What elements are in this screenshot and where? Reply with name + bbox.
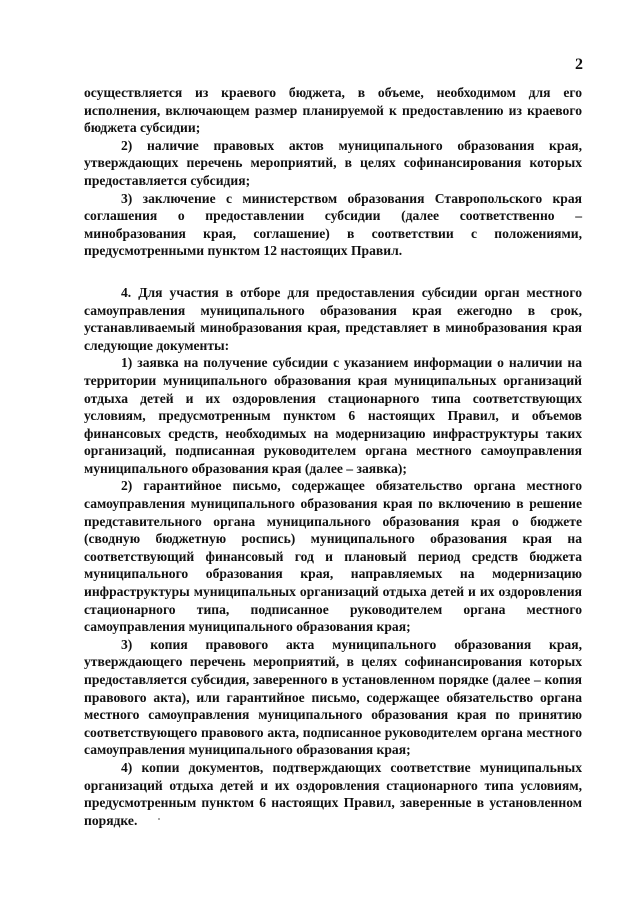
- paragraph-subitem-3: 3) копия правового акта муниципального образования края, утверждающего перечень мероприятий, в целях софинансирования которых предоставляется субсидия, заверенного в установленном порядке (далее – копия правового акта), или гарантийное письмо, содержащее обязательство органа местного самоуправления муниципального образования края по принятию соответствующего правового акта, подписанное руководителем органа местного самоуправления муниципального образования края;: [84, 636, 582, 758]
- scan-speck: [158, 818, 160, 820]
- page-number: 2: [575, 56, 583, 73]
- paragraph-subitem-2: 2) гарантийное письмо, содержащее обязательство органа местного самоуправления муниципального образования края по включению в решение представительного органа муниципального образования края о бюджете (сводную бюджетную роспись) муниципального образования края на соответствующий финансовый год и плановый период средств бюджета муниципального образования края, направляемых на модернизацию инфраструктуры муниципальных организаций отдыха детей и их оздоровления стационарного типа, подписанное руководителем органа местного самоуправления муниципального образования края;: [84, 478, 582, 635]
- paragraph-continuation: осуществляется из краевого бюджета, в объеме, необходимом для его исполнения, включающем размер планируемой к предоставлению из краевого бюджета субсидии;: [84, 85, 582, 136]
- paragraph-item-3: 3) заключение с министерством образования Ставропольского края соглашения о предоставлении субсидии (далее соответственно – минобразования края, соглашение) в соответствии с положениями, предусмотренными пунктом 12 настоящих Правил.: [84, 190, 582, 259]
- paragraph-subitem-4: 4) копии документов, подтверждающих соответствие муниципальных организаций отдыха детей и их оздоровления стационарного типа условиям, предусмотренным пунктом 6 настоящих Правил, заверенные в установленном порядке.: [84, 759, 582, 828]
- paragraph-item-2: 2) наличие правовых актов муниципального образования края, утверждающих перечень мероприятий, в целях софинансирования которых предоставляется субсидия;: [84, 137, 582, 188]
- paragraph-section-4: 4. Для участия в отборе для предоставления субсидии орган местного самоуправления муниципального образования края ежегодно в срок, устанавливаемый минобразования края, представляет в минобразования края следующие документы:: [84, 284, 582, 353]
- document-body: [84, 84, 582, 829]
- paragraph-subitem-1: 1) заявка на получение субсидии с указанием информации о наличии на территории муниципального образования края муниципальных организаций отдыха детей и их оздоровления стационарного типа соответствующих условиям, предусмотренным пунктом 6 настоящих Правил, и объемов финансовых средств, необходимых на модернизацию инфраструктуры таких организаций, подписанная руководителем органа местного самоуправления муниципального образования края (далее – заявка);: [84, 355, 582, 476]
